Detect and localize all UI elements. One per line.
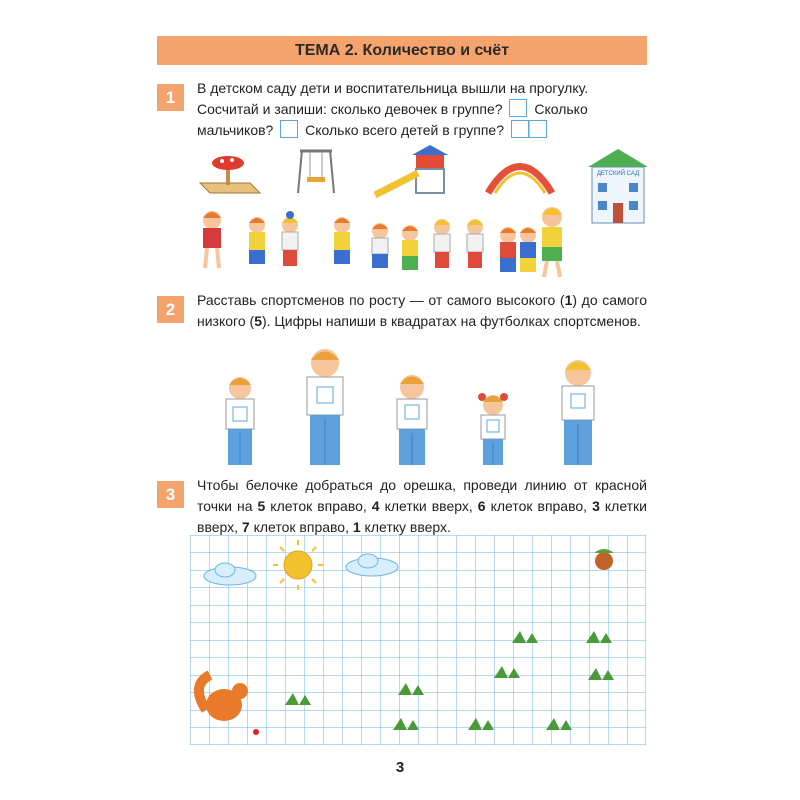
total-count-box[interactable] (511, 120, 547, 138)
task-3-text-2: клеток вправо, (265, 498, 372, 514)
athlete-3 (397, 375, 427, 465)
sandbox-icon (200, 156, 260, 193)
task-1-line-2a: Сосчитай и запиши: сколько девочек в группе? (197, 101, 503, 117)
athletes-illustration (200, 345, 630, 470)
task-3-text-1: Чтобы белочке добраться до орешка, проведи линию от красной точки на (197, 477, 647, 514)
task-3-text-5: клетки вверх, (197, 498, 647, 535)
athlete-5 (562, 360, 594, 465)
task-1-line-3b: Сколько всего детей в группе? (305, 122, 504, 138)
boys-count-box[interactable] (280, 120, 298, 138)
task-3-bold-4: 3 (592, 498, 600, 514)
task-number-1: 1 (157, 84, 184, 111)
girls-count-box[interactable] (509, 99, 527, 117)
slide-icon (375, 145, 448, 195)
task-1-text (197, 78, 647, 141)
playground-illustration (190, 145, 660, 285)
task-1-line-2b: Сколько (534, 101, 588, 117)
task-2-text-b: ) до самого низкого ( (197, 292, 647, 329)
task-2-text-c: ). Цифры напиши в квадратах на футболках спортсменов. (261, 313, 641, 329)
task-2-number-5: 5 (254, 313, 262, 329)
page-number: 3 (395, 759, 405, 776)
task-3-text-3: клетки вверх, (379, 498, 478, 514)
athlete-3-number-box[interactable] (405, 405, 419, 419)
start-red-dot[interactable] (253, 729, 259, 735)
athlete-5-number-box[interactable] (571, 394, 585, 408)
athlete-4-number-box[interactable] (487, 420, 499, 432)
task-3-bold-2: 4 (371, 498, 380, 514)
task-2-text (197, 290, 647, 332)
task-number-2: 2 (157, 296, 184, 323)
swing-icon (298, 150, 334, 193)
task-1-line-1: В детском саду дети и воспитательница вышли на прогулку. (197, 80, 589, 96)
task-1-line-3a: мальчиков? (197, 122, 274, 138)
topic-title: Количество и счёт (362, 41, 510, 59)
task-3-bold-6: 1 (352, 519, 361, 535)
task-2-number-1: 1 (564, 292, 573, 308)
children-group (203, 207, 562, 277)
athlete-2 (307, 349, 343, 465)
task-3-text-7: клетку вверх. (360, 519, 451, 535)
arch-climber-icon (488, 167, 552, 194)
kindergarten-building-icon (588, 149, 648, 223)
athlete-2-number-box[interactable] (317, 387, 333, 403)
task-3-bold-1: 5 (257, 498, 266, 514)
task-2-text-a: Расставь спортсменов по росту — от самого высокого ( (197, 292, 565, 308)
path-grid[interactable] (190, 535, 646, 745)
athlete-1 (226, 377, 254, 465)
task-3-text (197, 475, 647, 538)
kindergarten-label: ДЕТСКИЙ САД (596, 171, 640, 177)
task-number-3: 3 (157, 481, 184, 508)
athlete-1-number-box[interactable] (233, 407, 247, 421)
task-3-text-6: клеток вправо, (249, 519, 353, 535)
task-3-bold-5: 7 (241, 519, 250, 535)
topic-prefix: ТЕМА 2. (294, 41, 359, 59)
task-3-text-4: клеток вправо, (485, 498, 593, 514)
task-3-bold-3: 6 (477, 498, 486, 514)
topic-header (157, 36, 647, 65)
athlete-4 (478, 393, 508, 465)
